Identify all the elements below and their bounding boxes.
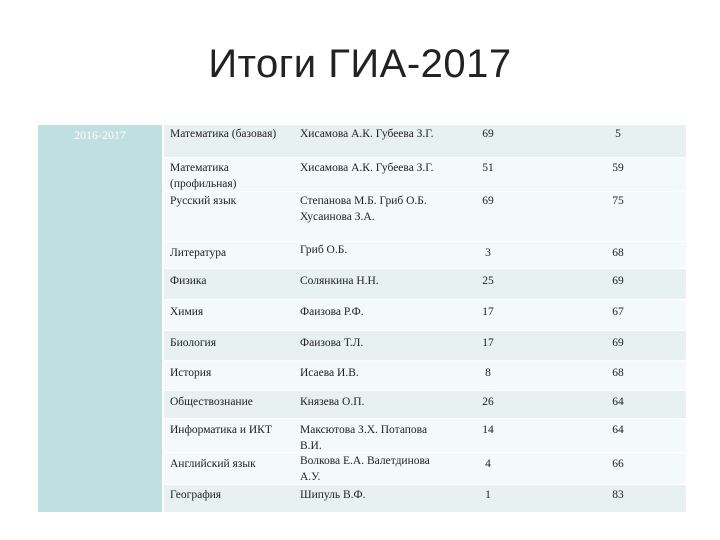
value-b-cell: 68 — [612, 367, 624, 379]
value-b-cell: 69 — [612, 275, 624, 287]
table-row — [163, 391, 686, 418]
subject-cell: Литература — [170, 247, 227, 259]
table-row — [163, 419, 686, 452]
table-row — [163, 453, 686, 484]
teacher-cell: Хисамова А.К. Губеева З.Г. — [300, 128, 434, 140]
table-row — [163, 331, 686, 360]
value-a-cell: 17 — [482, 306, 494, 318]
value-b-cell: 67 — [612, 306, 624, 318]
teacher-cell: Солянкина Н.Н. — [300, 275, 379, 287]
subject-cell: История — [170, 367, 212, 379]
teacher-cell: Гриб О.Б. — [300, 244, 348, 256]
value-b-cell: 69 — [612, 337, 624, 349]
results-table — [38, 125, 686, 512]
teacher-cell: Фаизова Р.Ф. — [300, 306, 364, 318]
teacher-cell: Фаизова Т.Л. — [300, 337, 364, 349]
value-b-cell: 75 — [612, 195, 624, 207]
subject-cell: Обществознание — [170, 396, 253, 408]
value-b-cell: 5 — [615, 128, 621, 140]
table-row — [163, 125, 686, 157]
table-row — [163, 361, 686, 390]
subject-cell: Информатика и ИКТ — [170, 424, 272, 436]
column-divider — [162, 125, 164, 512]
teacher-cell: Князева О.П. — [300, 396, 365, 408]
subject-cell: География — [170, 489, 222, 501]
value-a-cell: 17 — [482, 337, 494, 349]
value-a-cell: 3 — [485, 247, 491, 259]
teacher-cell: Волкова Е.А. Валетдинова А.У. — [300, 455, 430, 483]
slide-title: Итоги ГИА-2017 — [208, 42, 512, 86]
value-b-cell: 83 — [612, 489, 624, 501]
value-a-cell: 26 — [482, 396, 494, 408]
value-b-cell: 66 — [612, 458, 624, 470]
table-row — [163, 158, 686, 191]
subject-cell: Биология — [170, 337, 217, 349]
value-a-cell: 69 — [482, 128, 494, 140]
value-a-cell: 51 — [482, 162, 494, 174]
teacher-cell: Максютова З.Х. Потапова В.И. — [300, 424, 428, 452]
subject-cell: Химия — [170, 306, 204, 318]
teacher-cell: Степанова М.Б. Гриб О.Б. Хусаинова З.А. — [300, 195, 427, 223]
value-b-cell: 64 — [612, 396, 624, 408]
year-column — [38, 125, 162, 512]
table-row — [163, 269, 686, 299]
value-a-cell: 1 — [485, 489, 491, 501]
value-b-cell: 59 — [612, 162, 624, 174]
subject-cell: Английский язык — [170, 458, 256, 470]
value-a-cell: 14 — [482, 424, 494, 436]
subject-cell: Математика (профильная) — [170, 162, 237, 190]
table-row — [163, 242, 686, 268]
subject-cell: Русский язык — [170, 195, 237, 207]
teacher-cell: Шипуль В.Ф. — [300, 489, 366, 501]
teacher-cell: Хисамова А.К. Губеева З.Г. — [300, 162, 434, 174]
subject-cell: Математика (базовая) — [170, 128, 277, 140]
table-row — [163, 192, 686, 241]
subject-cell: Физика — [170, 275, 207, 287]
value-a-cell: 25 — [482, 275, 494, 287]
value-b-cell: 68 — [612, 247, 624, 259]
table-row — [163, 485, 686, 512]
value-a-cell: 69 — [482, 195, 494, 207]
year-cell: 2016-2017 — [74, 128, 126, 142]
value-a-cell: 8 — [485, 367, 491, 379]
table-row — [163, 300, 686, 330]
value-a-cell: 4 — [485, 458, 491, 470]
teacher-cell: Исаева И.В. — [300, 367, 359, 379]
value-b-cell: 64 — [612, 424, 624, 436]
